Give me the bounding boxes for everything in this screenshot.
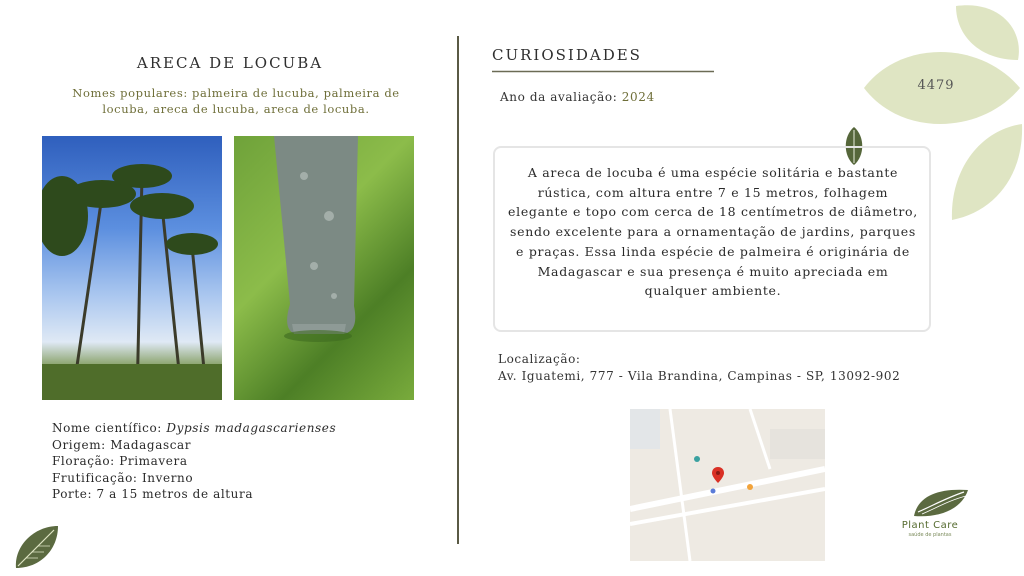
- location-address: Av. Iguatemi, 777 - Vila Brandina, Campinas - SP, 13092-902: [498, 369, 901, 383]
- leaf-bottom-icon: [952, 124, 1022, 220]
- evaluation-year: [500, 90, 655, 104]
- leaf-bottom-left-icon: [12, 524, 60, 570]
- description-text: A areca de locuba é uma espécie solitária e bastante rústica, com altura entre 7 e 15 metros, folhagem elegante e topo com cerca de 18 centímetros de diâmetro, sendo excelente para a ornamentação de jardins, parques e praças. Essa linda espécie de palmeira é originária de Madagascar e sua presença é muito apreciada em qualquer ambiente.: [508, 165, 918, 299]
- popular-names: Nomes populares: palmeira de lucuba, palmeira de locuba, areca de lucuba, areca de locuba.: [72, 86, 400, 116]
- plant-care-logo-icon: [912, 486, 970, 520]
- location-label: Localização:: [498, 352, 581, 366]
- location-map[interactable]: [630, 409, 825, 561]
- species-details: [52, 420, 336, 503]
- flowering-line: Floração: Primavera: [52, 454, 188, 468]
- title-underline: [492, 70, 714, 73]
- origin-line: Origem: Madagascar: [52, 437, 192, 452]
- leaf-top-icon: [956, 5, 1019, 60]
- badge-number: 4479: [917, 78, 955, 93]
- year-value: 2024: [621, 90, 655, 104]
- scientific-name-line: [52, 420, 336, 437]
- palm-trees-photo: [42, 136, 222, 400]
- curiosities-title: CURIOSIDADES: [492, 46, 642, 64]
- scientific-name-label: Nome científico:: [52, 421, 167, 435]
- palm-trunk-photo: [234, 136, 414, 400]
- species-title: ARECA DE LOCUBA: [136, 54, 324, 72]
- year-label: Ano da avaliação:: [500, 90, 622, 104]
- brand-tagline: saúde de plantas: [908, 532, 952, 538]
- fruiting-line: Frutificação: Inverno: [52, 470, 194, 485]
- size-line: Porte: 7 a 15 metros de altura: [52, 487, 254, 501]
- brand-name: Plant Care: [901, 520, 959, 531]
- scientific-name-value: Dypsis madagascarienses: [166, 421, 337, 435]
- vertical-divider: [456, 36, 460, 544]
